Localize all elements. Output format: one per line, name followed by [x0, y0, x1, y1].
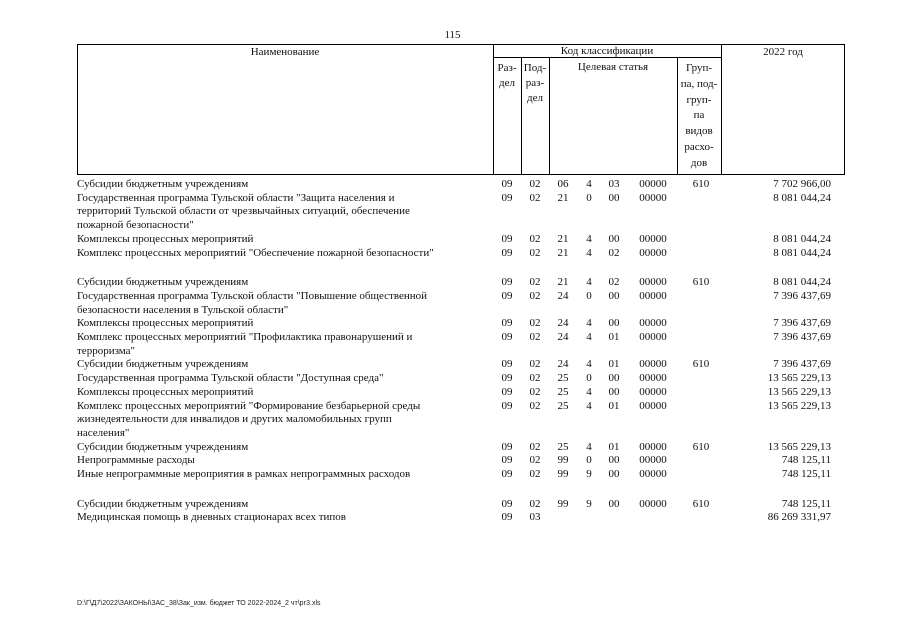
table-row [77, 233, 845, 247]
cell-podr: 02 [529, 246, 541, 259]
row-name: Государственная программа Тульской области "Доступная среда" [77, 372, 384, 385]
row-name: Субсидии бюджетным учреждениям [77, 178, 249, 190]
cell-podr: 02 [529, 178, 541, 190]
cell-t4: 00000 [639, 385, 667, 398]
cell-t2: 0 [586, 454, 592, 467]
cell-t3: 00 [608, 468, 620, 481]
cell-podr: 02 [529, 372, 541, 385]
table-row [77, 454, 845, 468]
cell-t2: 9 [586, 468, 592, 481]
cell-podr: 02 [529, 440, 541, 453]
cell-grp: 610 [692, 440, 710, 453]
cell-t3: 01 [608, 331, 620, 344]
header-podrazdel: Под- раз- дел [523, 62, 547, 104]
cell-t1 [549, 511, 577, 525]
cell-t4 [627, 511, 679, 525]
table-row [77, 331, 845, 358]
cell-sum: 748 125,11 [781, 454, 831, 467]
cell-sum: 13 565 229,13 [767, 440, 831, 453]
cell-t1: 21 [557, 191, 569, 204]
header-code: Код классификации [560, 45, 654, 57]
row-name: Государственная программа Тульской области "Повышение общественной безопасности населения в Тульской области" [77, 289, 427, 316]
cell-t3: 00 [608, 317, 620, 330]
cell-t4: 00000 [639, 246, 667, 259]
row-name: Субсидии бюджетным учреждениям [77, 497, 249, 510]
row-name: Государственная программа Тульской области "Защита населения и территорий Тульской области от чрезвычайных ситуаций, обеспечение пожарной безопасности" [77, 191, 410, 232]
cell-t2: 4 [586, 276, 592, 289]
cell-t2: 4 [586, 178, 592, 190]
cell-razd: 09 [501, 440, 513, 453]
cell-podr: 02 [529, 232, 541, 245]
cell-t3: 00 [608, 289, 620, 302]
table-row [77, 468, 845, 482]
table-header [77, 44, 845, 175]
header-name: Наименование [250, 46, 320, 58]
cell-t1: 24 [557, 358, 569, 371]
header-group: Груп- па, под- груп- па видов расхо- дов [680, 62, 718, 169]
cell-t3: 00 [608, 497, 620, 510]
cell-t4: 00000 [639, 276, 667, 289]
cell-t2: 4 [586, 246, 592, 259]
table-row [77, 276, 845, 290]
page-number: 115 [444, 29, 461, 41]
cell-t4: 00000 [639, 289, 667, 302]
cell-t3: 02 [608, 276, 620, 289]
cell-t3: 01 [608, 440, 620, 453]
cell-t3: 00 [608, 191, 620, 204]
table-row [77, 498, 845, 512]
row-name: Медицинская помощь в дневных стационарах всех типов [77, 511, 346, 524]
header-target: Целевая статья [577, 61, 649, 73]
cell-t4: 00000 [639, 317, 667, 330]
cell-t3: 02 [608, 246, 620, 259]
cell-grp: 610 [692, 497, 710, 510]
row-name: Комплекс процессных мероприятий "Профилактика правонарушений и терроризма" [77, 331, 413, 357]
cell-grp: 610 [692, 276, 710, 289]
cell-razd: 09 [501, 331, 513, 344]
cell-sum: 7 396 437,69 [773, 317, 831, 330]
cell-razd: 09 [501, 246, 513, 259]
cell-sum: 7 396 437,69 [773, 289, 831, 302]
cell-t4: 00000 [639, 399, 667, 412]
table-row [77, 192, 845, 233]
cell-podr: 02 [529, 276, 541, 289]
cell-sum: 7 396 437,69 [773, 358, 831, 371]
cell-t3: 00 [608, 232, 620, 245]
cell-t3: 00 [608, 372, 620, 385]
cell-grp [679, 386, 723, 400]
cell-t3 [601, 511, 627, 525]
cell-razd: 09 [501, 385, 513, 398]
cell-t1: 21 [557, 276, 569, 289]
cell-sum: 7 702 966,00 [773, 178, 831, 190]
cell-t4: 00000 [639, 468, 667, 481]
cell-t2: 4 [586, 385, 592, 398]
cell-t2: 4 [586, 232, 592, 245]
cell-grp [679, 290, 723, 317]
row-spacer [77, 482, 845, 498]
table-row [77, 441, 845, 455]
cell-t2 [577, 511, 601, 525]
cell-t4: 00000 [639, 440, 667, 453]
cell-t3: 00 [608, 454, 620, 467]
row-name: Комплекс процессных мероприятий "Формирование безбарьерной среды жизнедеятельности для инвалидов и других маломобильных групп населения" [77, 399, 421, 439]
cell-grp: 610 [692, 178, 710, 190]
cell-t4: 00000 [639, 454, 667, 467]
cell-t1: 99 [557, 454, 569, 467]
table-row [77, 290, 845, 317]
file-path-footer: D:\Г\Д7\2022\ЗАКОНЫ\ЗАС_38\Зак_изм. бюджет ТО 2022-2024_2 чт\рг3.xls [77, 600, 321, 607]
cell-sum: 748 125,11 [781, 497, 831, 510]
cell-t1: 24 [557, 331, 569, 344]
cell-sum: 13 565 229,13 [767, 399, 831, 412]
table-row [77, 372, 845, 386]
cell-sum: 748 125,11 [781, 468, 831, 481]
cell-t1: 25 [557, 440, 569, 453]
cell-t2: 0 [586, 372, 592, 385]
row-name: Субсидии бюджетным учреждениям [77, 358, 249, 371]
table-row [77, 247, 845, 261]
cell-t3: 01 [608, 399, 620, 412]
cell-t1: 06 [557, 178, 569, 190]
cell-sum: 13 565 229,13 [767, 372, 831, 385]
row-name: Иные непрограммные мероприятия в рамках непрограммных расходов [77, 468, 411, 481]
cell-razd: 09 [501, 191, 513, 204]
cell-t3: 03 [608, 178, 620, 190]
cell-podr: 02 [529, 358, 541, 371]
cell-t1: 25 [557, 399, 569, 412]
cell-sum: 8 081 044,24 [773, 191, 831, 204]
cell-t3: 01 [608, 358, 620, 371]
cell-t2: 4 [586, 440, 592, 453]
cell-podr: 02 [529, 331, 541, 344]
cell-razd: 09 [501, 399, 513, 412]
cell-grp [679, 468, 723, 482]
cell-razd: 09 [501, 358, 513, 371]
cell-t1: 25 [557, 372, 569, 385]
cell-grp [679, 233, 723, 247]
cell-podr: 02 [529, 497, 541, 510]
cell-t1: 21 [557, 232, 569, 245]
cell-t1: 99 [557, 468, 569, 481]
cell-t1: 24 [557, 317, 569, 330]
header-year: 2022 год [763, 46, 803, 58]
cell-razd: 09 [501, 468, 513, 481]
cell-podr: 02 [529, 289, 541, 302]
row-name: Комплексы процессных мероприятий [77, 317, 254, 330]
cell-podr: 02 [529, 317, 541, 330]
cell-t2: 4 [586, 317, 592, 330]
table-row [77, 178, 845, 192]
cell-t1: 21 [557, 246, 569, 259]
row-name: Субсидии бюджетным учреждениям [77, 440, 249, 453]
cell-t2: 9 [586, 497, 592, 510]
cell-razd: 09 [501, 497, 513, 510]
cell-grp [679, 511, 723, 525]
cell-sum: 8 081 044,24 [773, 276, 831, 289]
row-name: Непрограммные расходы [77, 454, 195, 467]
cell-t3: 00 [608, 385, 620, 398]
cell-t1: 25 [557, 385, 569, 398]
cell-t2: 4 [586, 358, 592, 371]
cell-sum: 8 081 044,24 [773, 246, 831, 259]
cell-t4: 00000 [639, 232, 667, 245]
cell-podr: 02 [529, 454, 541, 467]
cell-podr: 02 [529, 468, 541, 481]
cell-grp [679, 400, 723, 441]
cell-razd: 09 [501, 372, 513, 385]
cell-t4: 00000 [639, 331, 667, 344]
cell-grp [679, 454, 723, 468]
cell-t2: 4 [586, 399, 592, 412]
cell-t2: 0 [586, 191, 592, 204]
cell-razd: 09 [501, 276, 513, 289]
cell-razd: 09 [501, 289, 513, 302]
cell-t1: 99 [557, 497, 569, 510]
row-name: Комплексы процессных мероприятий [77, 385, 254, 398]
cell-razd: 09 [501, 178, 513, 190]
row-name: Комплексы процессных мероприятий [77, 232, 254, 245]
cell-podr: 03 [529, 511, 541, 524]
cell-t4: 00000 [639, 497, 667, 510]
cell-t2: 0 [586, 289, 592, 302]
cell-razd: 09 [501, 511, 513, 524]
table-row [77, 317, 845, 331]
cell-sum: 8 081 044,24 [773, 232, 831, 245]
cell-t1: 24 [557, 289, 569, 302]
cell-grp [679, 331, 723, 358]
table-row [77, 511, 845, 525]
cell-t4: 00000 [639, 178, 667, 190]
cell-sum: 13 565 229,13 [767, 385, 831, 398]
cell-grp [679, 317, 723, 331]
row-name: Субсидии бюджетным учреждениям [77, 276, 249, 289]
cell-grp [679, 372, 723, 386]
table-row [77, 386, 845, 400]
cell-podr: 02 [529, 191, 541, 204]
cell-t4: 00000 [639, 191, 667, 204]
table-row [77, 358, 845, 372]
cell-t2: 4 [586, 331, 592, 344]
table-body [77, 178, 845, 525]
cell-razd: 09 [501, 454, 513, 467]
cell-grp [679, 192, 723, 233]
cell-grp [679, 247, 723, 261]
header-razdel: Раз- дел [497, 62, 517, 89]
cell-podr: 02 [529, 385, 541, 398]
cell-razd: 09 [501, 232, 513, 245]
row-spacer [77, 260, 845, 276]
row-name: Комплекс процессных мероприятий "Обеспечение пожарной безопасности" [77, 246, 434, 259]
cell-t4: 00000 [639, 372, 667, 385]
cell-grp: 610 [692, 358, 710, 371]
cell-razd: 09 [501, 317, 513, 330]
cell-podr: 02 [529, 399, 541, 412]
cell-sum: 86 269 331,97 [767, 511, 831, 524]
table-row [77, 400, 845, 441]
cell-sum: 7 396 437,69 [773, 331, 831, 344]
cell-t4: 00000 [639, 358, 667, 371]
